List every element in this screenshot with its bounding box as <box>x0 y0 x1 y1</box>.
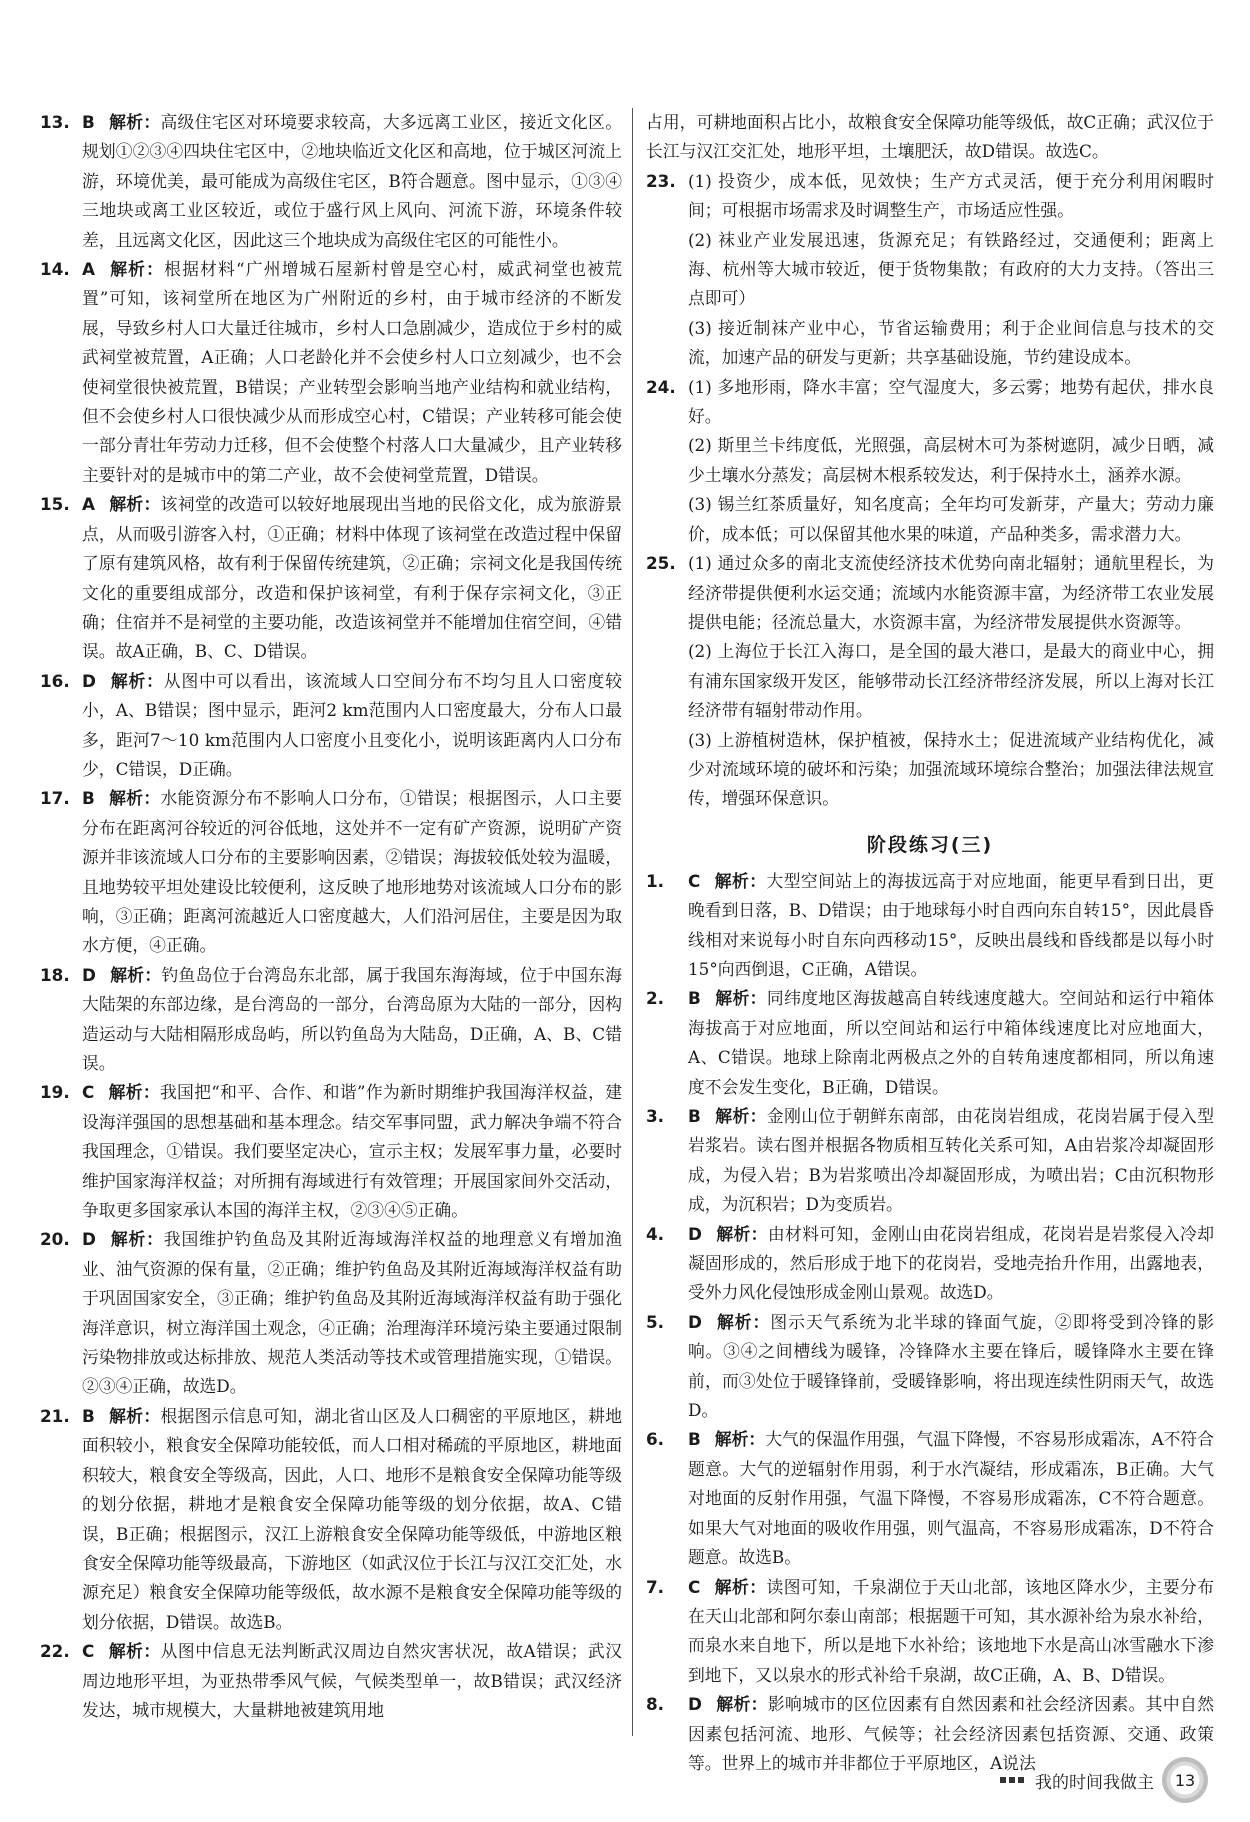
answer-choice: D <box>688 1223 702 1244</box>
analysis-label: 解析： <box>109 964 162 985</box>
question-number: 22. <box>40 1641 70 1662</box>
analysis-text: 从图中可以看出，该流域人口空间分布不均匀且人口密度较小，A、B错误；图中显示，距河2 km范围内人口密度最大，分布人口最多，距河7～10 km范围内人口密度小且变化小，说明该距离内人口分布少，C错误，D正确。 <box>82 670 622 779</box>
answer-item <box>646 1573 1214 1691</box>
analysis-label: 解析： <box>108 112 161 132</box>
analysis-text: 读图可知，千泉湖位于天山北部，该地区降水少，主要分布在天山北部和阿尔泰山南部；根据题干可知，其水源补给为泉水补给，而泉水来自地下，所以是地下水补给；该地地下水是高山冰雪融水下渗到地下，又以泉水的形式补给千泉湖，故C正确，A、B、D错误。 <box>688 1576 1214 1685</box>
analysis-text: 我国维护钓鱼岛及其附近海域海洋权益的地理意义有增加渔业、油气资源的保有量，②正确；维护钓鱼岛及其附近海域海洋权益有助于巩固国家安全，③正确；维护钓鱼岛及其附近海域海洋权益有助于强化海洋意识，树立海洋国土观念，④正确；治理海洋环境污染主要通过限制污染物排放或达标排放、规范人类活动等技术或管理措施实现，①错误。②③④正确，故选D。 <box>82 1229 622 1397</box>
analysis-label: 解析： <box>108 1082 160 1103</box>
answer-item <box>646 549 1214 814</box>
analysis-text: 大型空间站上的海拔远高于对应地面，能更早看到日出，更晚看到日落，B、D错误；由于地球每小时自西向东自转15°，因此晨昏线相对来说每小时自东向西移动15°，反映出晨线和昏线都是以每小时15°向西倒退，C正确，A错误。 <box>688 870 1214 979</box>
answer-choice: D <box>688 1311 702 1332</box>
answer-item <box>646 1308 1214 1426</box>
sub-answer: (3) 接近制袜产业中心，节省运输费用；利于企业间信息与技术的交流，加速产品的研发与更新；共享基础设施，节约建设成本。 <box>688 317 1214 368</box>
analysis-text: 水能资源分布不影响人口分布，①错误；根据图示，人口主要分布在距离河谷较近的河谷低地，这处并不一定有矿产资源，说明矿产资源并非该流域人口分布的主要影响因素，②错误；海拔较低处较为温暖，且地势较平坦处建设比较便利，这反映了地形地势对该流域人口分布的影响，③正确；距离河流越近人口密度越大，人们沿河居住，主要是因为取水方便，④正确。 <box>82 788 622 956</box>
page-footer <box>1000 1754 1208 1806</box>
analysis-label: 解析： <box>714 988 767 1009</box>
answer-item <box>646 984 1214 1102</box>
question-number: 8. <box>646 1694 665 1715</box>
analysis-text: 从图中信息无法判断武汉周边自然灾害状况，故A错误；武汉周边地形平坦，为亚热带季风气候，气候类型单一，故B错误；武汉经济发达，城市规模大，大量耕地被建筑用地 <box>82 1641 622 1720</box>
answer-item <box>40 1078 622 1225</box>
analysis-label: 解析： <box>108 788 161 809</box>
analysis-label: 解析： <box>108 1641 161 1662</box>
analysis-label: 解析： <box>109 1229 164 1250</box>
analysis-text: (1) 投资少，成本低，见效快；生产方式灵活，便于充分利用闲暇时间；可根据市场需求及时调整生产，市场适应性强。 <box>688 170 1214 221</box>
answer-choice: A <box>82 259 95 280</box>
analysis-label: 解析： <box>109 494 161 515</box>
analysis-label: 解析： <box>109 670 164 691</box>
question-number: 7. <box>646 1576 665 1597</box>
answer-choice: D <box>82 964 96 985</box>
answer-choice: B <box>82 1405 95 1426</box>
answer-choice: C <box>688 870 701 891</box>
sub-answer: (2) 斯里兰卡纬度低，光照强，高层树木可为茶树遮阴，减少日晒，减少土壤水分蒸发；高层树木根系较发达，利于保持水土，涵养水源。 <box>688 435 1214 485</box>
answer-item <box>646 1425 1214 1572</box>
answer-item <box>40 255 622 490</box>
answer-item <box>646 1102 1214 1220</box>
question-number: 6. <box>646 1429 665 1450</box>
question-number: 15. <box>40 494 70 515</box>
answer-choice: C <box>82 1641 95 1662</box>
right-column <box>646 108 1214 1778</box>
question-number: 18. <box>40 964 70 985</box>
answer-item <box>40 784 622 960</box>
answer-choice: B <box>688 1106 701 1126</box>
answer-item <box>40 961 622 1079</box>
question-number: 17. <box>40 788 70 809</box>
analysis-label: 解析： <box>715 1311 771 1332</box>
left-column <box>40 108 622 1725</box>
answer-choice: D <box>688 1694 702 1715</box>
analysis-text: 钓鱼岛位于台湾岛东北部，属于我国东海海域，位于中国东海大陆架的东部边缘，是台湾岛的一部分，台湾岛原为大陆的一部分，因构造运动与大陆相隔形成岛屿，所以钓鱼岛为大陆岛，D正确，A、B、C错误。 <box>82 964 622 1073</box>
question-number: 20. <box>40 1229 70 1250</box>
answer-choice: D <box>82 670 96 691</box>
question-number: 1. <box>646 870 665 891</box>
question-number: 23. <box>646 170 676 191</box>
question-number: 3. <box>646 1106 665 1126</box>
question-number: 13. <box>40 112 70 132</box>
question-number: 19. <box>40 1082 70 1103</box>
analysis-label: 解析： <box>108 1405 161 1426</box>
answer-choice: B <box>688 1429 701 1450</box>
analysis-text: 高级住宅区对环境要求较高，大多远离工业区，接近文化区。规划①②③④四块住宅区中，②地块临近文化区和高地，位于城区河流上游，环境优美，最可能成为高级住宅区，B符合题意。图中显示，①③④三地块或离工业区较近，或位于盛行风上风向、河流下游，环境条件较差，且远离文化区，因此这三个地块成为高级住宅区的可能性小。 <box>82 112 622 250</box>
analysis-text: 影响城市的区位因素有自然因素和社会经济因素。其中自然因素包括河流、地形、气候等；社会经济因素包括资源、交通、政策等。世界上的城市并非都位于平原地区，A说法 <box>688 1694 1214 1773</box>
analysis-label: 解析： <box>109 259 165 280</box>
column-divider <box>632 108 633 1736</box>
page-number-gear-icon <box>1162 1757 1208 1803</box>
analysis-text: 金刚山位于朝鲜东南部，由花岗岩组成，花岗岩属于侵入型岩浆岩。读右图并根据各物质相互转化关系可知，A由岩浆冷却凝固形成，为侵入岩；B为岩浆喷出冷却凝固形成，为喷出岩；C由沉积物形成，为沉积岩；D为变质岩。 <box>688 1106 1214 1215</box>
answer-item <box>646 167 1214 373</box>
question-number: 5. <box>646 1311 665 1332</box>
sub-answer: (3) 上游植树造林，保护植被，保持水土；促进流域产业结构优化，减少对流域环境的破坏和污染；加强流域环境综合整治；加强法律法规宣传，增强环保意识。 <box>688 729 1214 809</box>
answer-item <box>40 1637 622 1725</box>
question-number: 2. <box>646 988 665 1009</box>
answer-choice: B <box>82 788 95 809</box>
analysis-text: 我国把“和平、合作、和谐”作为新时期维护我国海洋权益，建设海洋强国的思想基础和基本理念。结交军事同盟，武力解决争端不符合我国理念，①错误。我们要坚定决心，宣示主权；发展军事力量，必要时维护国家海洋权益；对所拥有海域进行有效管理；开展国家间外交活动，争取更多国家承认本国的海洋主权，②③④⑤正确。 <box>82 1082 622 1221</box>
sub-answer: (2) 上海位于长江入海口，是全国的最大港口，是最大的商业中心，拥有浦东国家级开发区，能够带动长江经济带经济发展，所以上海对长江经济带有辐射带动作用。 <box>688 641 1214 721</box>
answer-item <box>646 108 1214 167</box>
question-number: 16. <box>40 670 70 691</box>
section-title: 阶段练习(三) <box>866 833 994 856</box>
analysis-label: 解析： <box>714 870 767 891</box>
analysis-text: (1) 通过众多的南北支流使经济技术优势向南北辐射；通航里程长，为经济带提供便利水运交通；流域内水能资源丰富，为经济带工农业发展提供电能；径流总量大，水资源丰富，为经济带发展提供水资源等。 <box>688 553 1214 632</box>
answer-choice: C <box>82 1082 95 1103</box>
analysis-text: 图示天气系统为北半球的锋面气旋，②即将受到冷锋的影响。③④之间槽线为暖锋，冷锋降水主要在锋后，暖锋降水主要在锋前，而③处位于暖锋锋前，受暖锋影响，将出现连续性阴雨天气，故选D。 <box>688 1311 1214 1421</box>
answer-item <box>40 667 622 785</box>
analysis-label: 解析： <box>715 1694 768 1715</box>
analysis-text: 根据材料“广州增城石屋新村曾是空心村，威武祠堂也被荒置”可知，该祠堂所在地区为广州附近的乡村，由于城市经济的不断发展，导致乡村人口大量迁往城市，乡村人口急剧减少，造成位于乡村的威武祠堂被荒置，A正确；人口老龄化并不会使乡村人口立刻减少，也不会使祠堂很快被荒置，B错误；产业转型会影响当地产业结构和就业结构，但不会使乡村人口很快减少从而形成空心村，C错误；产业转移可能会使一部分青壮年劳动力迁移，但不会使整个村落人口大量减少，且产业转移主要针对的是城市中的第二产业，故不会使祠堂荒置，D错误。 <box>82 259 622 485</box>
sub-answer: (3) 锡兰红茶质量好，知名度高；全年均可发新芽，产量大；劳动力廉价，成本低；可以保留其他水果的味道，产品种类多，需求潜力大。 <box>688 494 1214 544</box>
answer-item <box>646 867 1214 985</box>
analysis-label: 解析： <box>714 1429 766 1450</box>
answer-item <box>40 1402 622 1637</box>
analysis-text: 大气的保温作用强，气温下降慢，不容易形成霜冻，A不符合题意。大气的逆辐射作用弱，利于水汽凝结，形成霜冻，B正确。大气对地面的反射作用强，气温下降慢，不容易形成霜冻，C不符合题意。如果大气对地面的吸收作用强，则气温高，不容易形成霜冻，D不符合题意。故选B。 <box>688 1429 1214 1568</box>
analysis-text: 占用，可耕地面积占比小，故粮食安全保障功能等级低，故C正确；武汉位于长江与汉江交汇处，地形平坦，土壤肥沃，故D错误。故选C。 <box>646 112 1214 162</box>
question-number: 24. <box>646 376 676 397</box>
analysis-text: (1) 多地形雨，降水丰富；空气湿度大，多云雾；地势有起伏，排水良好。 <box>688 376 1214 427</box>
answer-choice: C <box>688 1576 701 1597</box>
question-number: 14. <box>40 259 70 280</box>
page-number: 13 <box>1174 1770 1196 1790</box>
analysis-text: 根据图示信息可知，湖北省山区及人口稠密的平原地区，耕地面积较小，粮食安全保障功能较低，而人口相对稀疏的平原地区，耕地面积较大，粮食安全等级高，因此，人口、地形不是粮食安全保障功能等级的划分依据，耕地才是粮食安全保障功能等级的划分依据，故A、C错误，B正确；根据图示，汉江上游粮食安全保障功能等级低，中游地区粮食安全保障功能等级最高，下游地区（如武汉位于长江与汉江交汇处，水源充足）粮食安全保障功能等级低，故水源不是粮食安全保障功能等级的划分依据，D错误。故选B。 <box>82 1405 622 1632</box>
question-number: 4. <box>646 1223 665 1244</box>
answer-item <box>40 108 622 255</box>
answer-choice: B <box>82 112 95 132</box>
answer-item <box>646 1220 1214 1308</box>
analysis-text: 该祠堂的改造可以较好地展现出当地的民俗文化，成为旅游景点，从而吸引游客入村，①正确；材料中体现了该祠堂在改造过程中保留了原有建筑风格，故有利于保留传统建筑，②正确；宗祠文化是我国传统文化的重要组成部分，改造和保护该祠堂，有利于保存宗祠文化，③正确；住宿并不是祠堂的主要功能，改造该祠堂并不能增加住宿空间，④错误。故A正确，B、C、D错误。 <box>82 494 622 662</box>
analysis-text: 同纬度地区海拔越高自转线速度越大。空间站和运行中箱体海拔高于对应地面，所以空间站和运行中箱体线速度比对应地面大，A、C错误。地球上除南北两极点之外的自转角速度都相同，所以角速度不会发生变化，B正确，D错误。 <box>688 988 1214 1097</box>
analysis-label: 解析： <box>714 1106 767 1126</box>
answer-item <box>40 1225 622 1401</box>
question-number: 25. <box>646 553 676 574</box>
question-number: 21. <box>40 1405 70 1426</box>
sub-answer: (2) 袜业产业发展迅速，货源充足；有铁路经过，交通便利；距离上海、杭州等大城市较近，便于货物集散；有政府的大力支持。（答出三点即可） <box>688 229 1214 309</box>
answer-item <box>40 490 622 666</box>
analysis-text: 由材料可知，金刚山由花岗岩组成，花岗岩是岩浆侵入冷却凝固形成的，然后形成于地下的花岗岩，受地壳抬升作用，出露地表，受外力风化侵蚀形成金刚山景观。故选D。 <box>688 1223 1214 1303</box>
answer-choice: A <box>82 494 95 515</box>
analysis-label: 解析： <box>715 1223 768 1244</box>
answer-item <box>646 373 1214 549</box>
footer-slogan: 我的时间我做主 <box>1035 1772 1154 1793</box>
analysis-label: 解析： <box>714 1576 767 1597</box>
answer-choice: B <box>688 988 701 1009</box>
decorative-dots-icon <box>1000 1777 1027 1783</box>
answer-choice: D <box>82 1229 96 1250</box>
